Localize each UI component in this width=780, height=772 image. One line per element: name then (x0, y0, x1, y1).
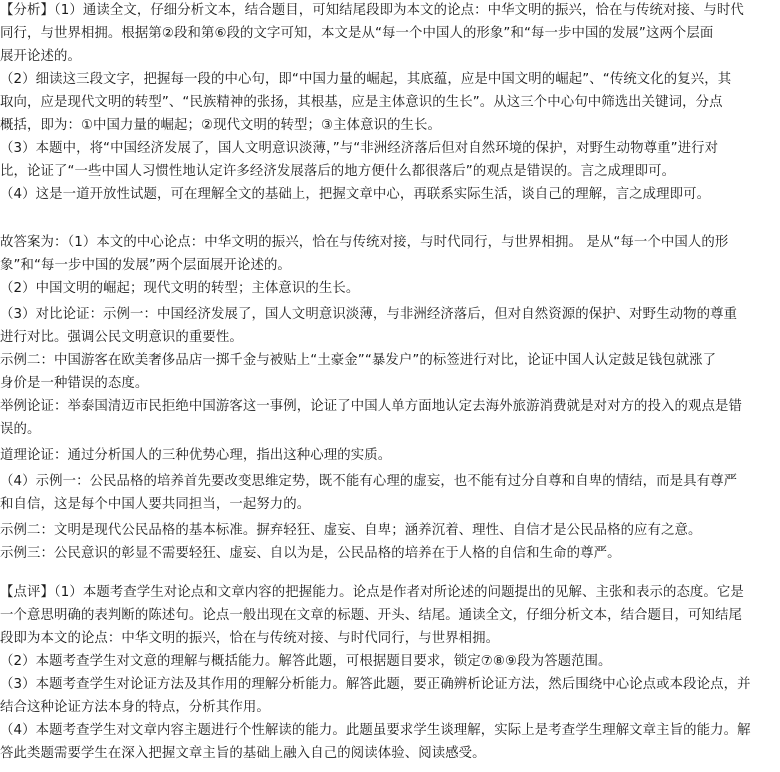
analysis-line: 展开论述的。 (0, 49, 81, 64)
analysis-line: （4）这是一道开放性试题，可在理解全文的基础上，把握文章中心，再联系实际生活，谈自己的理解，言之成理即可。 (0, 187, 711, 202)
answer-line: （3）对比论证：示例一：中国经济发展了，国人文明意识淡薄，与非洲经济落后，但对自然资源的保护、对野生动物的尊重 (0, 307, 738, 322)
answer-line: 进行对比。强调公民文明意识的重要性。 (0, 330, 243, 345)
comment-line: 一个意思明确的表判断的陈述句。论点一般出现在文章的标题、开头、结尾。通读全文，仔细分析文本，结合题目，可知结尾 (0, 608, 742, 623)
answer-line: 示例三：公民意识的彰显不需要轻狂、虚妄、自以为是，公民品格的培养在于人格的自信和生命的尊严。 (0, 546, 621, 561)
analysis-line: 概括，即为：①中国力量的崛起；②现代文明的转型；③主体意识的生长。 (0, 118, 442, 133)
answer-line: 示例二：文明是现代公民品格的基本标准。摒弃轻狂、虚妄、自卑；涵养沉着、理性、自信才是公民品格的应有之意。 (0, 523, 702, 538)
analysis-line: （2）细读这三段文字，把握每一段的中心句，即“中国力量的崛起，其底蕴，应是中国文明的崛起”、“传统文化的复兴，其 (0, 72, 732, 87)
analysis-line: （3）本题中，将“中国经济发展了，国人文明意识淡薄，”与“非洲经济落后但对自然环境的保护，对野生动物尊重”进行对 (0, 141, 719, 156)
analysis-line: 比，论证了“一些中国人习惯性地认定许多经济发展落后的地方便什么都很落后”的观点是错误的。言之成理即可。 (0, 164, 676, 179)
comment-line: （4）本题考查学生对文章内容主题进行个性解读的能力。此题虽要求学生谈理解，实际上是考查学生理解文章主旨的能力。解 (0, 723, 751, 738)
comment-line: （3）本题考查学生对论证方法及其作用的理解分析能力。解答此题，要正确辨析论证方法，然后围绕中心论点或本段论点，并 (0, 677, 751, 692)
answer-line: 误的。 (0, 422, 41, 437)
analysis-line: 同行，与世界相拥。根据第②段和第⑥段的文字可知，本文是从“每一个中国人的形象”和“每一步中国的发展”这两个层面 (0, 26, 714, 41)
answer-line: 和自信，这是每个中国人要共同担当，一起努力的。 (0, 497, 311, 512)
answer-line: 故答案为：（1）本文的中心论点：中华文明的振兴，恰在与传统对接，与时代同行，与世界相拥。 是从“每一个中国人的形 (0, 235, 729, 250)
answer-line: 象”和“每一步中国的发展”两个层面展开论述的。 (0, 258, 291, 273)
comment-line: 结合这种论证方法本身的特点，分析其作用。 (0, 700, 270, 715)
analysis-line: 取向，应是现代文明的转型”、“民族精神的张扬，其根基，应是主体意识的生长”。从这三个中心句中筛选出关键词，分点 (0, 95, 723, 110)
answer-line: 身价是一种错误的态度。 (0, 376, 149, 391)
comment-line: 答此类题需要学生在深入把握文章主旨的基础上融入自己的阅读体验、阅读感受。 (0, 746, 486, 761)
answer-line: 举例论证：举泰国清迈市民拒绝中国游客这一事例，论证了中国人单方面地认定去海外旅游消费就是对对方的投入的观点是错 (0, 399, 742, 414)
answer-line: 道理论证：通过分析国人的三种优势心理，指出这种心理的实质。 (0, 448, 392, 463)
answer-line: 示例二：中国游客在欧美奢侈品店一掷千金与被贴上“土豪金”“暴发户”的标签进行对比，论证中国人认定鼓足钱包就涨了 (0, 353, 717, 368)
answer-line: （2）中国文明的崛起；现代文明的转型；主体意识的生长。 (0, 281, 360, 296)
comment-line: （2）本题考查学生对文意的理解与概括能力。解答此题，可根据题目要求，锁定⑦⑧⑨段为答题范围。 (0, 654, 612, 669)
analysis-line: 【分析】（1）通读全文，仔细分析文本，结合题目，可知结尾段即为本文的论点：中华文明的振兴，恰在与传统对接、与时代 (0, 3, 744, 18)
comment-line: 段即为本文的论点：中华文明的振兴，恰在与传统对接、与时代同行，与世界相拥。 (0, 631, 500, 646)
comment-line: 【点评】（1）本题考查学生对论点和文章内容的把握能力。论点是作者对所论述的问题提出的见解、主张和表示的态度。它是 (0, 585, 744, 600)
answer-line: （4）示例一：公民品格的培养首先要改变思维定势，既不能有心理的虚妄，也不能有过分自尊和自卑的情结，而是具有尊严 (0, 474, 738, 489)
